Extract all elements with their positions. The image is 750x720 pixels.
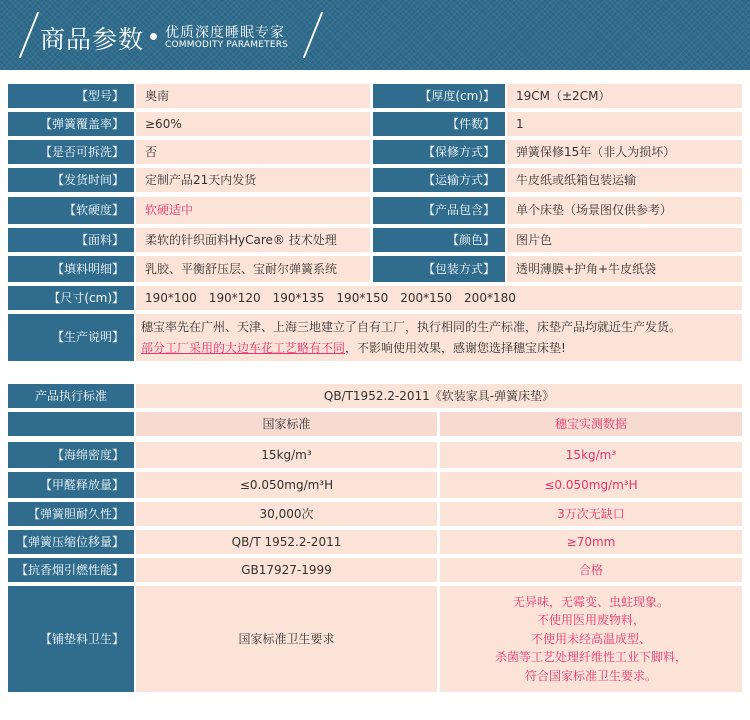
standard-measured-spring-durability: 3万次无缺口 — [440, 502, 742, 526]
spec-value-packaging: 透明薄膜+护角+牛皮纸袋 — [507, 256, 742, 282]
spec-label-firmness: 【软硬度】 — [8, 197, 134, 224]
spec-label-fabric: 【面料】 — [8, 228, 134, 252]
spec-value-transport: 牛皮纸或纸箱包装运输 — [507, 168, 742, 192]
spec-value-package-contents: 单个床垫（场景图仅供参考） — [507, 197, 742, 224]
hygiene-line: 不使用医用废物料， — [536, 613, 645, 628]
hygiene-line: 符合国家标准卫生要求。 — [524, 668, 657, 683]
spec-value-pieces: 1 — [507, 112, 742, 136]
spec-value-fabric: 柔软的针织面料HyCare® 技术处理 — [136, 228, 370, 252]
standard-national-hygiene: 国家标准卫生要求 — [136, 586, 437, 692]
hygiene-line: 不使用未经高温成型、 — [530, 631, 651, 646]
spec-label-spring-coverage: 【弹簧覆盖率】 — [8, 112, 134, 136]
spec-label-thickness: 【厚度(cm)】 — [373, 84, 505, 108]
standard-national-cigarette-ignition: GB17927-1999 — [136, 558, 437, 582]
production-note-rest: ，不影响使用效果，感谢您选择穗宝床垫! — [345, 340, 566, 355]
standard-national-sponge-density: 15kg/m³ — [136, 442, 437, 468]
production-note-label: 【生产说明】 — [8, 314, 134, 361]
spec-label-pieces: 【件数】 — [373, 112, 505, 136]
standard-national-formaldehyde: ≤0.050mg/m³H — [136, 472, 437, 498]
header-banner — [0, 0, 750, 70]
production-note-highlight: 部分工厂采用的大边车花工艺略有不同 — [141, 340, 346, 355]
spec-value-spring-coverage: ≥60% — [136, 112, 370, 136]
standard-label-spring-compression: 【弹簧压缩位移量】 — [8, 530, 134, 554]
hygiene-line: 无异味，无霉变、虫蛀现象。 — [512, 594, 669, 609]
bullet-dot-icon — [150, 33, 157, 40]
standard-measured-cigarette-ignition: 合格 — [440, 558, 742, 582]
standard-measured-formaldehyde: ≤0.050mg/m³H — [440, 472, 742, 498]
production-note — [136, 314, 742, 361]
decorative-slash-right — [303, 12, 324, 58]
spec-value-firmness: 软硬适中 — [136, 197, 370, 224]
standards-title-label: 产品执行标准 — [8, 384, 134, 408]
standard-measured-sponge-density: 15kg/m³ — [440, 442, 742, 468]
decorative-slash-left — [19, 12, 40, 58]
spec-label-size: 【尺寸(cm)】 — [8, 286, 134, 310]
standard-label-spring-durability: 【弹簧胆耐久性】 — [8, 502, 134, 526]
spec-value-warranty: 弹簧保修15年（非人为损坏） — [507, 140, 742, 164]
standard-national-spring-compression: QB/T 1952.2-2011 — [136, 530, 437, 554]
hygiene-line: 杀菌等工艺处理纤维性工业下脚料， — [494, 650, 687, 665]
standard-measured-hygiene — [440, 586, 742, 692]
column-header-national: 国家标准 — [136, 412, 437, 436]
spec-value-thickness: 19CM（±2CM） — [507, 84, 742, 108]
production-note-line1: 穗宝率先在广州、天津、上海三地建立了自有工厂，执行相同的生产标准，床垫产品均就近生产发货。 — [141, 320, 682, 335]
spec-value-size: 190*100 190*120 190*135 190*150 200*150 200*180 — [136, 286, 742, 310]
spec-label-filling: 【填料明细】 — [8, 256, 134, 282]
spec-value-color: 图片色 — [507, 228, 742, 252]
spec-label-washable: 【是否可拆洗】 — [8, 140, 134, 164]
spec-value-model: 奥南 — [136, 84, 370, 108]
standard-label-cigarette-ignition: 【抗香烟引燃性能】 — [8, 558, 134, 582]
standards-title-value: QB/T1952.2-2011《软装家具-弹簧床垫》 — [136, 384, 742, 408]
spec-value-washable: 否 — [136, 140, 370, 164]
header-subtitle-en: COMMODITY PARAMETERS — [165, 40, 289, 50]
production-note-line2 — [141, 338, 566, 358]
standard-national-spring-durability: 30,000次 — [136, 502, 437, 526]
column-header-measured: 穗宝实测数据 — [440, 412, 742, 436]
page-title: 商品参数 — [40, 25, 145, 54]
standard-measured-spring-compression: ≥70mm — [440, 530, 742, 554]
spec-label-package-contents: 【产品包含】 — [373, 197, 505, 224]
standards-header-spacer — [8, 412, 134, 436]
standard-label-formaldehyde: 【甲醛释放量】 — [8, 472, 134, 498]
spec-label-warranty: 【保修方式】 — [373, 140, 505, 164]
spec-label-packaging: 【包装方式】 — [373, 256, 505, 282]
spec-value-shipping-time: 定制产品21天内发货 — [136, 168, 370, 192]
standard-label-sponge-density: 【海绵密度】 — [8, 442, 134, 468]
spec-label-transport: 【运输方式】 — [373, 168, 505, 192]
header-subtitle-cn: 优质深度睡眠专家 — [165, 25, 285, 41]
spec-label-color: 【颜色】 — [373, 228, 505, 252]
spec-value-filling: 乳胶、平衡舒压层、宝耐尔弹簧系统 — [136, 256, 370, 282]
spec-label-shipping-time: 【发货时间】 — [8, 168, 134, 192]
spec-label-model: 【型号】 — [8, 84, 134, 108]
standard-label-hygiene: 【铺垫料卫生】 — [8, 586, 134, 692]
